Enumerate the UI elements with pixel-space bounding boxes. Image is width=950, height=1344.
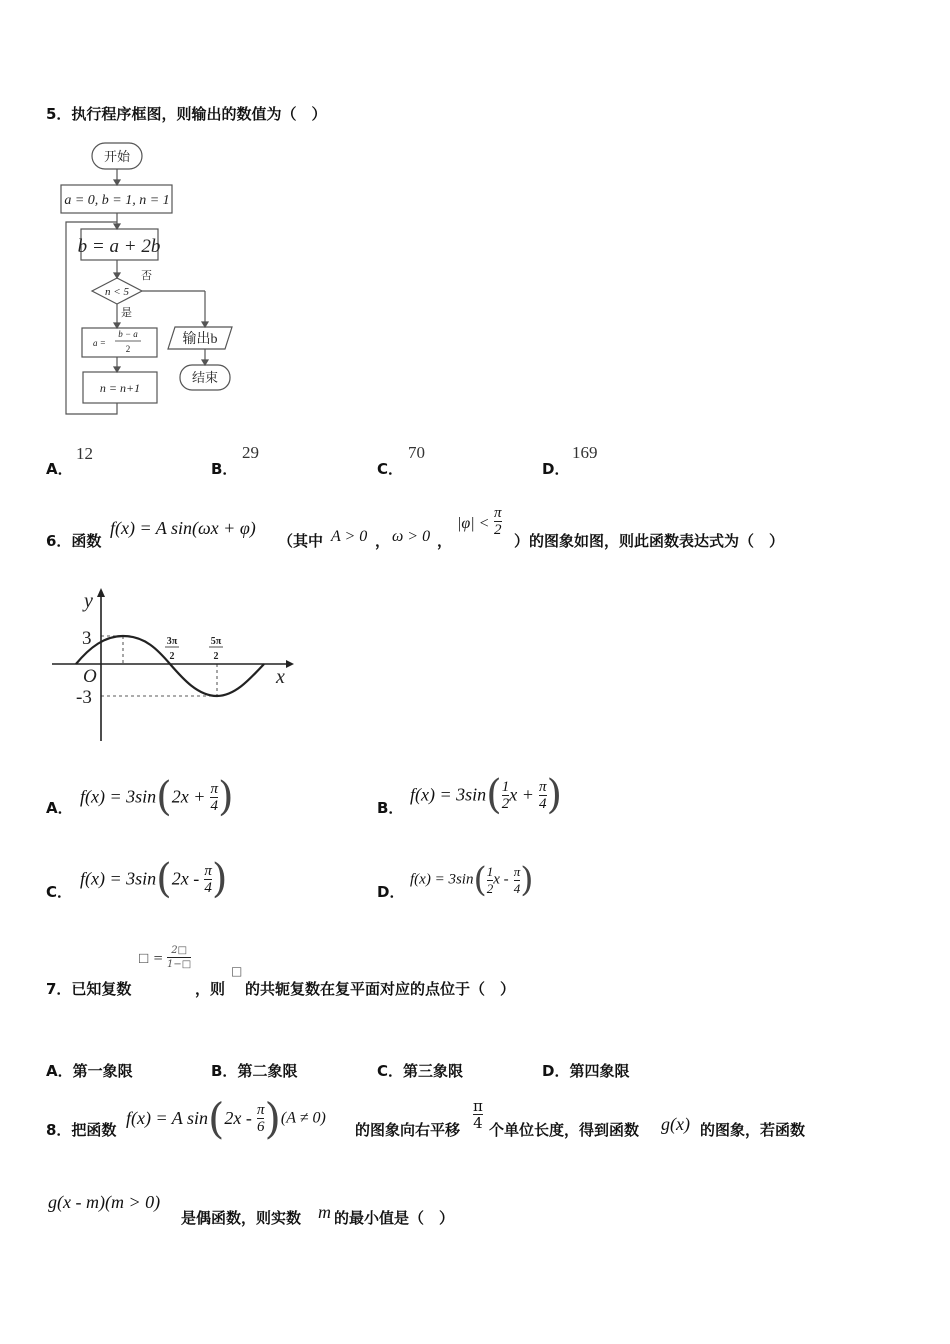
graph-y-max: 3	[82, 628, 92, 649]
flow-init-text: a = 0, b = 1, n = 1	[64, 193, 170, 208]
q7-option-d[interactable]	[542, 1060, 629, 1081]
q8-m: m	[318, 1202, 331, 1222]
graph-tick-3pi2-den: 2	[169, 651, 175, 662]
q8-mid1: 的图象向右平移	[355, 1121, 461, 1139]
q5-option-c-value[interactable]: 70	[408, 443, 425, 462]
q6-cond-a: A > 0	[331, 528, 368, 545]
graph-y-min: -3	[76, 687, 92, 708]
q7-option-b-label[interactable]: B．	[211, 1062, 238, 1080]
flow-cond-text: n < 5	[105, 286, 129, 298]
q5-option-b-value[interactable]: 29	[242, 443, 259, 462]
flow-output-text: 输出b	[182, 332, 218, 347]
q6-option-b-expr[interactable]: f(x) = 3sin( $\frac{1}{2}$ x + $\frac{\pi}{4}$ )	[410, 772, 563, 818]
q6-cond-w: ω > 0	[392, 528, 431, 545]
q7-stem-suffix: 的共轭复数在复平面对应的点位于（ ）	[245, 980, 516, 998]
graph-tick-5pi2-num: 5π	[210, 636, 222, 647]
q5-option-d-value[interactable]: 169	[572, 443, 598, 462]
flow-assign-text: b = a + 2b	[77, 236, 161, 257]
flow-yes-label: 是	[121, 307, 132, 319]
flow-update-a-lhs: a =	[93, 338, 106, 348]
q6-option-c-label[interactable]: C．	[46, 883, 73, 901]
q6-option-a-expr[interactable]: f(x) = 3sin(2x + $\frac{\pi}{4}$ )	[80, 774, 234, 820]
q6-stem-prefix: 6．函数	[46, 532, 102, 550]
q8-g: g(x)	[661, 1114, 690, 1134]
q6-option-a-label[interactable]: A．	[46, 799, 73, 817]
flow-start-text: 开始	[103, 149, 131, 164]
q8-function: f(x) = A sin(2x - $\frac{\pi}{6}$ )(A ≠ 0)	[126, 1094, 326, 1143]
graph-tick-5pi2-den: 2	[213, 651, 219, 662]
q8-shift-frac: $\frac{\pi}{4}$	[473, 1097, 483, 1132]
q7-option-c-text[interactable]: 第三象限	[403, 1062, 464, 1080]
q8-stem-suffix: 的最小值是（ ）	[334, 1209, 455, 1227]
graph-y-label: y	[84, 590, 93, 612]
q8-stem-prefix: 8．把函数	[46, 1121, 117, 1139]
q8-mid4: 是偶函数，则实数	[181, 1209, 302, 1227]
graph-x-label: x	[276, 666, 285, 688]
q5-option-b-label[interactable]: B．	[211, 460, 238, 478]
q7-option-d-text[interactable]: 第四象限	[569, 1062, 630, 1080]
q6-sep1: ，	[375, 532, 391, 550]
q7-option-c[interactable]	[377, 1060, 463, 1081]
q7-option-a-label[interactable]: A．	[46, 1062, 73, 1080]
q5-option-a-label[interactable]: A．	[46, 460, 73, 478]
q7-option-c-label[interactable]: C．	[377, 1062, 404, 1080]
q6-cond-phi-frac: $\frac{\pi}{2}$	[494, 505, 502, 538]
q7-option-d-label[interactable]: D．	[542, 1062, 570, 1080]
q7-stem-prefix: 7．已知复数	[46, 980, 132, 998]
q5-flowchart	[55, 138, 245, 420]
q7-var: □	[231, 964, 243, 978]
graph-tick-3pi2-num: 3π	[166, 636, 178, 647]
q6-cond-phi: |φ| <	[457, 515, 490, 532]
q6-cond-open: （其中	[278, 532, 324, 550]
q7-option-b[interactable]	[211, 1060, 297, 1081]
q5-option-a-value[interactable]: 12	[76, 444, 93, 463]
q8-mid3: 的图象，若函数	[700, 1121, 806, 1139]
q5-stem: 5．执行程序框图，则输出的数值为（ ）	[46, 105, 327, 123]
q6-sep2: ，	[437, 532, 453, 550]
q6-option-c-expr[interactable]: f(x) = 3sin(2x - $\frac{\pi}{4}$ )	[80, 856, 228, 902]
q6-stem-suffix: ）的图象如图，则此函数表达式为（ ）	[514, 532, 785, 550]
flow-update-a-num: b − a	[118, 329, 138, 339]
flow-end-text: 结束	[191, 370, 219, 385]
q5-option-d-label[interactable]: D．	[542, 460, 570, 478]
q7-option-a-text[interactable]: 第一象限	[72, 1062, 133, 1080]
q8-mid2: 个单位长度，得到函数	[489, 1121, 640, 1139]
q6-option-d-label[interactable]: D．	[377, 883, 405, 901]
q7-mid: ，则	[195, 980, 226, 998]
q6-option-d-expr[interactable]: f(x) = 3sin( $\frac{1}{2}$ x - $\frac{\pi}{4}$ )	[410, 860, 534, 900]
flow-no-label: 否	[141, 270, 152, 282]
q5-option-c-label[interactable]: C．	[377, 460, 404, 478]
q7-formula: □ = $\frac{2□}{1-□}$	[138, 945, 192, 970]
flow-update-a-den: 2	[125, 344, 131, 354]
q6-function: f(x) = A sin(ωx + φ)	[110, 518, 256, 538]
q6-sine-graph	[50, 585, 295, 745]
flow-inc-text: n = n+1	[99, 381, 141, 395]
graph-origin: O	[83, 666, 97, 687]
q6-option-b-label[interactable]: B．	[377, 799, 404, 817]
q8-g2: g(x - m)(m > 0)	[48, 1192, 161, 1212]
q7-option-b-text[interactable]: 第二象限	[237, 1062, 298, 1080]
q7-option-a[interactable]	[46, 1060, 133, 1081]
